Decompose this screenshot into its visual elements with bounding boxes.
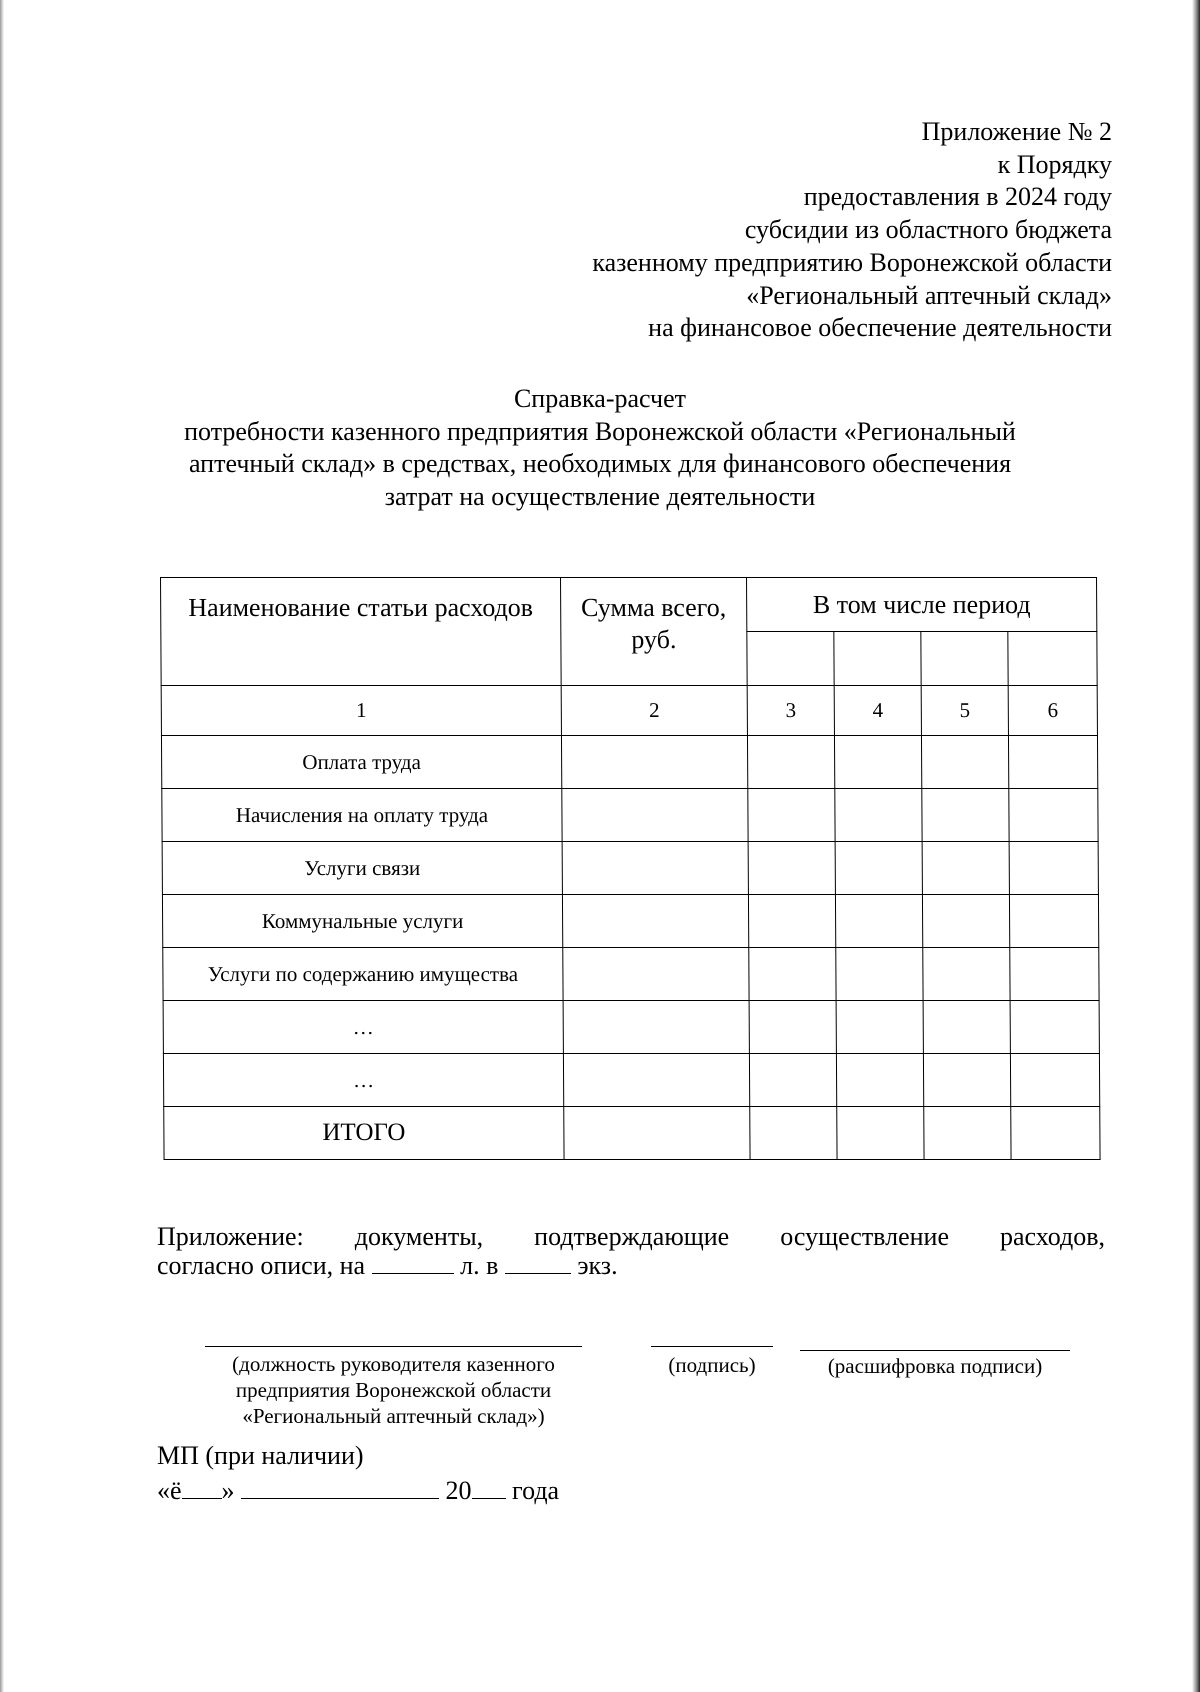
position-caption-line: предприятия Воронежской области (235, 1378, 552, 1402)
period-cell (1010, 1054, 1099, 1107)
scan-left-edge (0, 0, 4, 1692)
column-number: 2 (561, 686, 747, 736)
period-cell (922, 895, 1009, 948)
total-row (164, 1107, 1100, 1160)
period-cell (750, 1107, 837, 1160)
period-cell (921, 736, 1008, 789)
period-cell (748, 789, 835, 842)
appendix-line: предоставления в 2024 году (803, 182, 1112, 212)
expense-name-cell: Начисления на оплату труда (162, 789, 562, 842)
amount-cell (563, 948, 749, 1001)
period-cell-empty (921, 632, 1008, 686)
position-signature-line (205, 1346, 582, 1347)
expense-name-cell: Услуги связи (162, 842, 562, 895)
date-line (157, 1476, 559, 1506)
attachment-note-line: Приложение: документы, подтверждающие осуществление расходов, (157, 1222, 1105, 1251)
period-cell (1008, 736, 1097, 789)
amount-cell (562, 842, 748, 895)
copy-count-blank (505, 1253, 571, 1274)
column-number: 4 (834, 686, 921, 736)
header-period: В том числе период (747, 578, 1097, 632)
table-row (163, 948, 1099, 1001)
period-cell (836, 948, 923, 1001)
period-cell (1009, 789, 1098, 842)
table-row (162, 895, 1098, 948)
amount-cell (561, 736, 747, 789)
period-cell (923, 1054, 1010, 1107)
signature-line (651, 1346, 773, 1347)
year-suffix: года (512, 1476, 560, 1505)
period-cell (749, 1001, 836, 1054)
period-cell (922, 789, 1009, 842)
table-row (163, 1001, 1099, 1054)
header-expense-name: Наименование статьи расходов (161, 578, 562, 686)
appendix-line: казенному предприятию Воронежской области (592, 247, 1112, 277)
attachment-middle: л. в (460, 1251, 499, 1280)
title-heading: Справка-расчет (513, 384, 687, 413)
period-cell (837, 1107, 924, 1160)
table-header-row (161, 578, 1097, 632)
column-number: 1 (161, 686, 561, 736)
expense-table (160, 577, 1101, 1160)
period-cell (922, 842, 1009, 895)
amount-cell (562, 789, 748, 842)
year-blank (472, 1478, 506, 1499)
appendix-reference (592, 116, 1112, 345)
appendix-line: субсидии из областного бюджета (744, 215, 1112, 245)
period-cell (835, 895, 922, 948)
appendix-line: на финансовое обеспечение деятельности (648, 313, 1112, 343)
column-number: 5 (921, 686, 1008, 736)
attachment-note-line (157, 1251, 1105, 1280)
period-cell (923, 1001, 1010, 1054)
column-number: 3 (747, 686, 834, 736)
month-blank (241, 1478, 439, 1499)
position-caption-line: (должность руководителя казенного (232, 1352, 555, 1376)
amount-cell (563, 1054, 749, 1107)
period-cell (1009, 895, 1098, 948)
table-row (161, 736, 1097, 789)
period-cell (749, 1054, 836, 1107)
appendix-line: «Региональный аптечный склад» (746, 280, 1112, 310)
period-cell (835, 789, 922, 842)
period-cell (834, 736, 921, 789)
title-line: аптечный склад» в средствах, необходимых для финансового обеспечения (188, 449, 1012, 479)
amount-cell (563, 1001, 749, 1054)
appendix-line: к Порядку (997, 149, 1112, 179)
period-cell (748, 895, 835, 948)
expense-name-cell: … (163, 1001, 563, 1054)
column-number: 6 (1008, 686, 1097, 736)
day-blank (182, 1478, 222, 1499)
table-row (162, 842, 1098, 895)
column-number-row (161, 686, 1097, 736)
header-total-sum: Сумма всего, руб. (561, 578, 748, 686)
position-caption (185, 1351, 602, 1429)
period-cell (1010, 948, 1099, 1001)
decoding-caption: (расшифровка подписи) (827, 1354, 1043, 1378)
total-label: ИТОГО (164, 1107, 564, 1160)
table-row (163, 1054, 1099, 1107)
amount-cell (564, 1107, 750, 1160)
expense-name-cell: Услуги по содержанию имущества (163, 948, 563, 1001)
table-row (162, 789, 1098, 842)
expense-name-cell: … (163, 1054, 563, 1107)
period-cell (836, 1001, 923, 1054)
attachment-note (157, 1222, 1105, 1280)
period-cell (923, 948, 1010, 1001)
decoding-signature-line (800, 1350, 1070, 1351)
document-title (120, 383, 1080, 514)
period-cell (748, 842, 835, 895)
attachment-prefix: согласно описи, на (157, 1251, 366, 1280)
seal-placeholder: МП (при наличии) (157, 1441, 364, 1470)
position-caption-line: «Региональный аптечный склад») (242, 1404, 545, 1428)
title-line: затрат на осуществление деятельности (384, 482, 816, 512)
period-cell-empty (1008, 632, 1097, 686)
year-prefix: 20 (445, 1476, 472, 1505)
appendix-line: Приложение № 2 (921, 117, 1112, 146)
date-close-quote: » (221, 1476, 235, 1505)
period-cell (835, 842, 922, 895)
period-cell (1010, 1001, 1099, 1054)
period-cell (924, 1107, 1011, 1160)
period-cell-empty (834, 632, 921, 686)
period-cell (749, 948, 836, 1001)
scan-right-edge (1192, 0, 1200, 1692)
date-open-quote: «ё (157, 1476, 182, 1505)
period-cell-empty (747, 632, 834, 686)
amount-cell (562, 895, 748, 948)
title-line: потребности казенного предприятия Воронежской области «Региональный (184, 416, 1016, 446)
expense-name-cell: Коммунальные услуги (162, 895, 562, 948)
attachment-suffix: экз. (577, 1251, 618, 1280)
period-cell (1011, 1107, 1100, 1160)
period-cell (836, 1054, 923, 1107)
period-cell (1009, 842, 1098, 895)
expense-name-cell: Оплата труда (161, 736, 561, 789)
signature-caption: (подпись) (668, 1353, 756, 1377)
sheet-count-blank (372, 1253, 454, 1274)
period-cell (747, 736, 834, 789)
